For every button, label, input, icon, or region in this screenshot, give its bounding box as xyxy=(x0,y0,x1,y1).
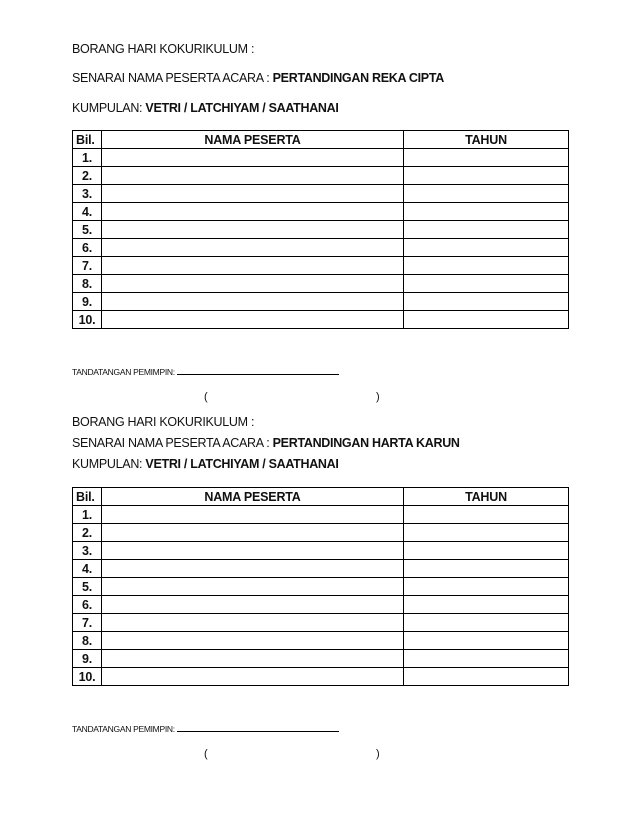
table-header-row xyxy=(73,131,569,149)
participant-table xyxy=(72,487,569,686)
signature-label: TANDATANGAN PEMIMPIN: xyxy=(72,724,175,734)
form-title xyxy=(72,41,254,57)
event-line xyxy=(72,435,460,451)
name-cell[interactable] xyxy=(102,596,404,614)
name-cell[interactable] xyxy=(102,203,404,221)
table-header-row xyxy=(73,488,569,506)
row-number: 2. xyxy=(73,524,102,542)
row-number: 7. xyxy=(73,257,102,275)
table-row xyxy=(73,506,569,524)
table-row xyxy=(73,560,569,578)
year-cell[interactable] xyxy=(404,149,569,167)
group-line xyxy=(72,456,339,472)
table-row xyxy=(73,311,569,329)
name-cell[interactable] xyxy=(102,149,404,167)
name-cell[interactable] xyxy=(102,650,404,668)
row-number: 1. xyxy=(73,506,102,524)
year-cell[interactable] xyxy=(404,560,569,578)
column-header-bil: Bil. xyxy=(73,488,102,506)
row-number: 9. xyxy=(73,293,102,311)
event-label: SENARAI NAMA PESERTA ACARA : xyxy=(72,436,273,450)
name-cell[interactable] xyxy=(102,524,404,542)
row-number: 4. xyxy=(73,560,102,578)
year-cell[interactable] xyxy=(404,542,569,560)
name-paren-close: ) xyxy=(376,391,380,403)
form-title xyxy=(72,414,254,430)
row-number: 3. xyxy=(73,542,102,560)
name-cell[interactable] xyxy=(102,293,404,311)
group-line xyxy=(72,100,339,116)
row-number: 6. xyxy=(73,239,102,257)
year-cell[interactable] xyxy=(404,578,569,596)
table-row xyxy=(73,239,569,257)
row-number: 5. xyxy=(73,221,102,239)
name-cell[interactable] xyxy=(102,614,404,632)
signature-label: TANDATANGAN PEMIMPIN: xyxy=(72,367,175,377)
year-cell[interactable] xyxy=(404,239,569,257)
row-number: 9. xyxy=(73,650,102,668)
year-cell[interactable] xyxy=(404,506,569,524)
table-row xyxy=(73,203,569,221)
row-number: 5. xyxy=(73,578,102,596)
column-header-nama-peserta: NAMA PESERTA xyxy=(102,131,404,149)
table-row xyxy=(73,275,569,293)
row-number: 1. xyxy=(73,149,102,167)
table-row xyxy=(73,542,569,560)
year-cell[interactable] xyxy=(404,632,569,650)
column-header-bil: Bil. xyxy=(73,131,102,149)
year-cell[interactable] xyxy=(404,596,569,614)
table-row xyxy=(73,578,569,596)
column-header-tahun: TAHUN xyxy=(404,488,569,506)
name-cell[interactable] xyxy=(102,221,404,239)
name-paren-open: ( xyxy=(204,391,208,403)
table-row xyxy=(73,650,569,668)
year-cell[interactable] xyxy=(404,203,569,221)
group-label: KUMPULAN: xyxy=(72,457,146,471)
signature-field[interactable] xyxy=(177,365,339,375)
table-row xyxy=(73,293,569,311)
row-number: 10. xyxy=(73,311,102,329)
name-cell[interactable] xyxy=(102,542,404,560)
event-label: SENARAI NAMA PESERTA ACARA : xyxy=(72,71,273,85)
table-row xyxy=(73,668,569,686)
table-row xyxy=(73,257,569,275)
year-cell[interactable] xyxy=(404,614,569,632)
name-paren-close: ) xyxy=(376,748,380,760)
year-cell[interactable] xyxy=(404,311,569,329)
name-cell[interactable] xyxy=(102,185,404,203)
name-cell[interactable] xyxy=(102,668,404,686)
event-name: PERTANDINGAN HARTA KARUN xyxy=(272,436,460,450)
row-number: 4. xyxy=(73,203,102,221)
group-label: KUMPULAN: xyxy=(72,101,146,115)
name-cell[interactable] xyxy=(102,506,404,524)
table-row xyxy=(73,632,569,650)
year-cell[interactable] xyxy=(404,668,569,686)
row-number: 8. xyxy=(73,275,102,293)
group-name: VETRI / LATCHIYAM / SAATHANAI xyxy=(145,457,339,471)
table-row xyxy=(73,221,569,239)
row-number: 10. xyxy=(73,668,102,686)
year-cell[interactable] xyxy=(404,293,569,311)
name-cell[interactable] xyxy=(102,275,404,293)
column-header-tahun: TAHUN xyxy=(404,131,569,149)
name-cell[interactable] xyxy=(102,239,404,257)
name-cell[interactable] xyxy=(102,560,404,578)
table-row xyxy=(73,614,569,632)
participant-table xyxy=(72,130,569,329)
signature-line xyxy=(72,365,339,378)
name-cell[interactable] xyxy=(102,311,404,329)
year-cell[interactable] xyxy=(404,257,569,275)
form-title-text: BORANG HARI KOKURIKULUM : xyxy=(72,415,255,429)
name-cell[interactable] xyxy=(102,167,404,185)
row-number: 2. xyxy=(73,167,102,185)
table-row xyxy=(73,596,569,614)
name-paren-open: ( xyxy=(204,748,208,760)
signature-field[interactable] xyxy=(177,722,339,732)
table-row xyxy=(73,167,569,185)
row-number: 6. xyxy=(73,596,102,614)
year-cell[interactable] xyxy=(404,221,569,239)
signature-line xyxy=(72,722,339,735)
name-cell[interactable] xyxy=(102,578,404,596)
name-cell[interactable] xyxy=(102,257,404,275)
table-row xyxy=(73,524,569,542)
year-cell[interactable] xyxy=(404,185,569,203)
column-header-nama-peserta: NAMA PESERTA xyxy=(102,488,404,506)
event-line xyxy=(72,70,444,86)
year-cell[interactable] xyxy=(404,275,569,293)
table-row xyxy=(73,149,569,167)
year-cell[interactable] xyxy=(404,524,569,542)
year-cell[interactable] xyxy=(404,650,569,668)
row-number: 8. xyxy=(73,632,102,650)
row-number: 3. xyxy=(73,185,102,203)
table-row xyxy=(73,185,569,203)
event-name: PERTANDINGAN REKA CIPTA xyxy=(272,71,444,85)
group-name: VETRI / LATCHIYAM / SAATHANAI xyxy=(145,101,339,115)
row-number: 7. xyxy=(73,614,102,632)
name-cell[interactable] xyxy=(102,632,404,650)
year-cell[interactable] xyxy=(404,167,569,185)
form-title-text: BORANG HARI KOKURIKULUM : xyxy=(72,42,255,56)
